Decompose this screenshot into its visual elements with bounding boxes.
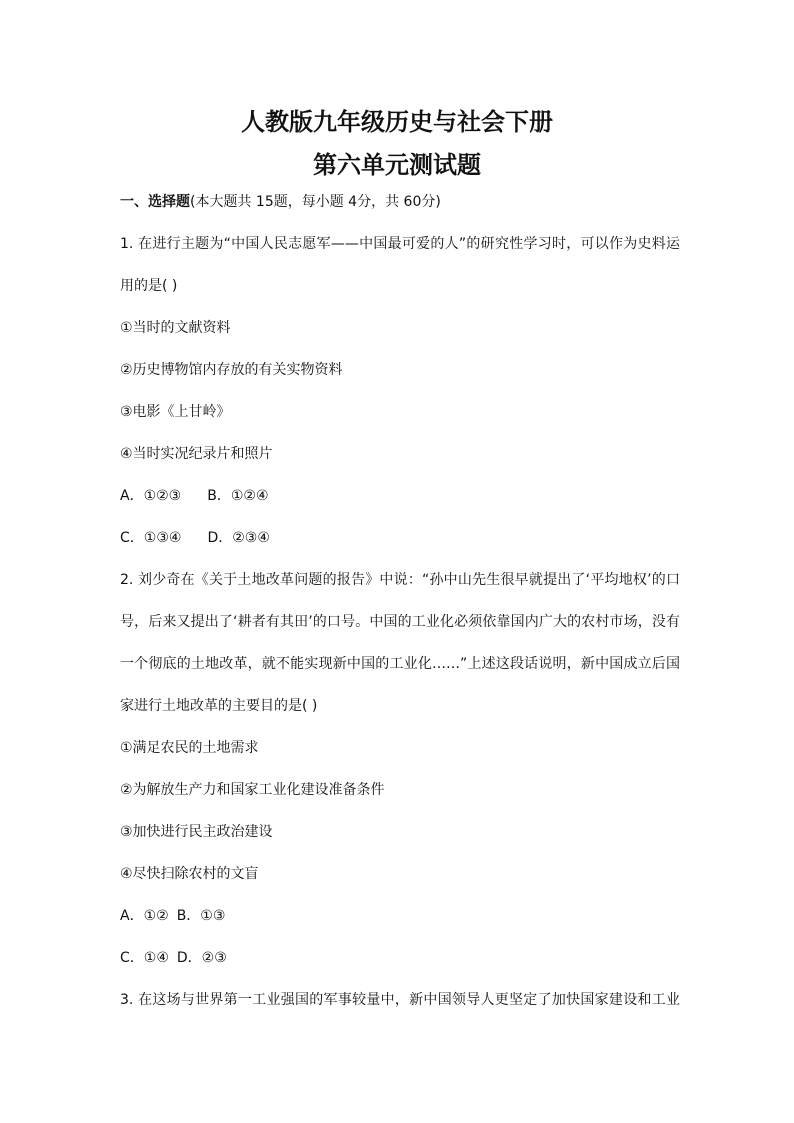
option-a: A．①② xyxy=(120,908,169,924)
section-label: 一、选择题 xyxy=(120,194,190,210)
question-3-line-1: 3. 在这场与世界第一工业强国的军事较量中，新中国领导人更坚定了加快国家建设和工业 xyxy=(120,992,680,1008)
option-d: D．②③ xyxy=(176,950,227,966)
document-title: 人教版九年级历史与社会下册 xyxy=(241,107,553,136)
question-1-options-row-1 xyxy=(120,487,680,505)
question-2-line-4: 家进行土地改革的主要目的是( ) xyxy=(120,698,318,714)
section-heading xyxy=(120,193,680,211)
option-b: B．①③ xyxy=(176,908,226,924)
question-1-line-1: 1. 在进行主题为“中国人民志愿军——中国最可爱的人”的研究性学习时，可以作为史料运 xyxy=(120,236,680,252)
question-2-options-row-1 xyxy=(120,907,680,925)
option-b: B．①②④ xyxy=(207,488,269,504)
option-a: A．①②③ xyxy=(120,488,182,504)
question-2-options-row-2 xyxy=(120,949,680,967)
question-1-line-2: 用的是( ) xyxy=(120,278,178,294)
question-1-item-3: ③电影《上甘岭》 xyxy=(120,404,231,420)
question-2-item-1: ①满足农民的土地需求 xyxy=(120,740,259,756)
question-2-item-3: ③加快进行民主政治建设 xyxy=(120,824,273,840)
question-2-item-4: ④尽快扫除农村的文盲 xyxy=(120,866,259,882)
option-c: C．①③④ xyxy=(120,530,182,546)
question-1-item-1: ①当时的文献资料 xyxy=(120,320,231,336)
question-1-item-4: ④当时实况纪录片和照片 xyxy=(120,446,273,462)
question-2-line-3: 一个彻底的土地改革，就不能实现新中国的工业化……”上述这段话说明，新中国成立后国 xyxy=(120,656,680,672)
option-c: C．①④ xyxy=(120,950,169,966)
question-2-line-1: 2. 刘少奇在《关于土地改革问题的报告》中说：“孙中山先生很早就提出了‘平均地权’的口 xyxy=(120,572,680,588)
question-1-options-row-2 xyxy=(120,529,680,547)
question-2-item-2: ②为解放生产力和国家工业化建设准备条件 xyxy=(120,782,385,798)
option-d: D．②③④ xyxy=(207,530,270,546)
question-2-line-2: 号，后来又提出了‘耕者有其田’的口号。中国的工业化必须依靠国内广大的农村市场，没有 xyxy=(120,614,680,630)
question-1-item-2: ②历史博物馆内存放的有关实物资料 xyxy=(120,362,343,378)
document-subtitle: 第六单元测试题 xyxy=(313,150,481,179)
section-note: (本大题共 15题，每小题 4分，共 60分) xyxy=(190,194,441,210)
